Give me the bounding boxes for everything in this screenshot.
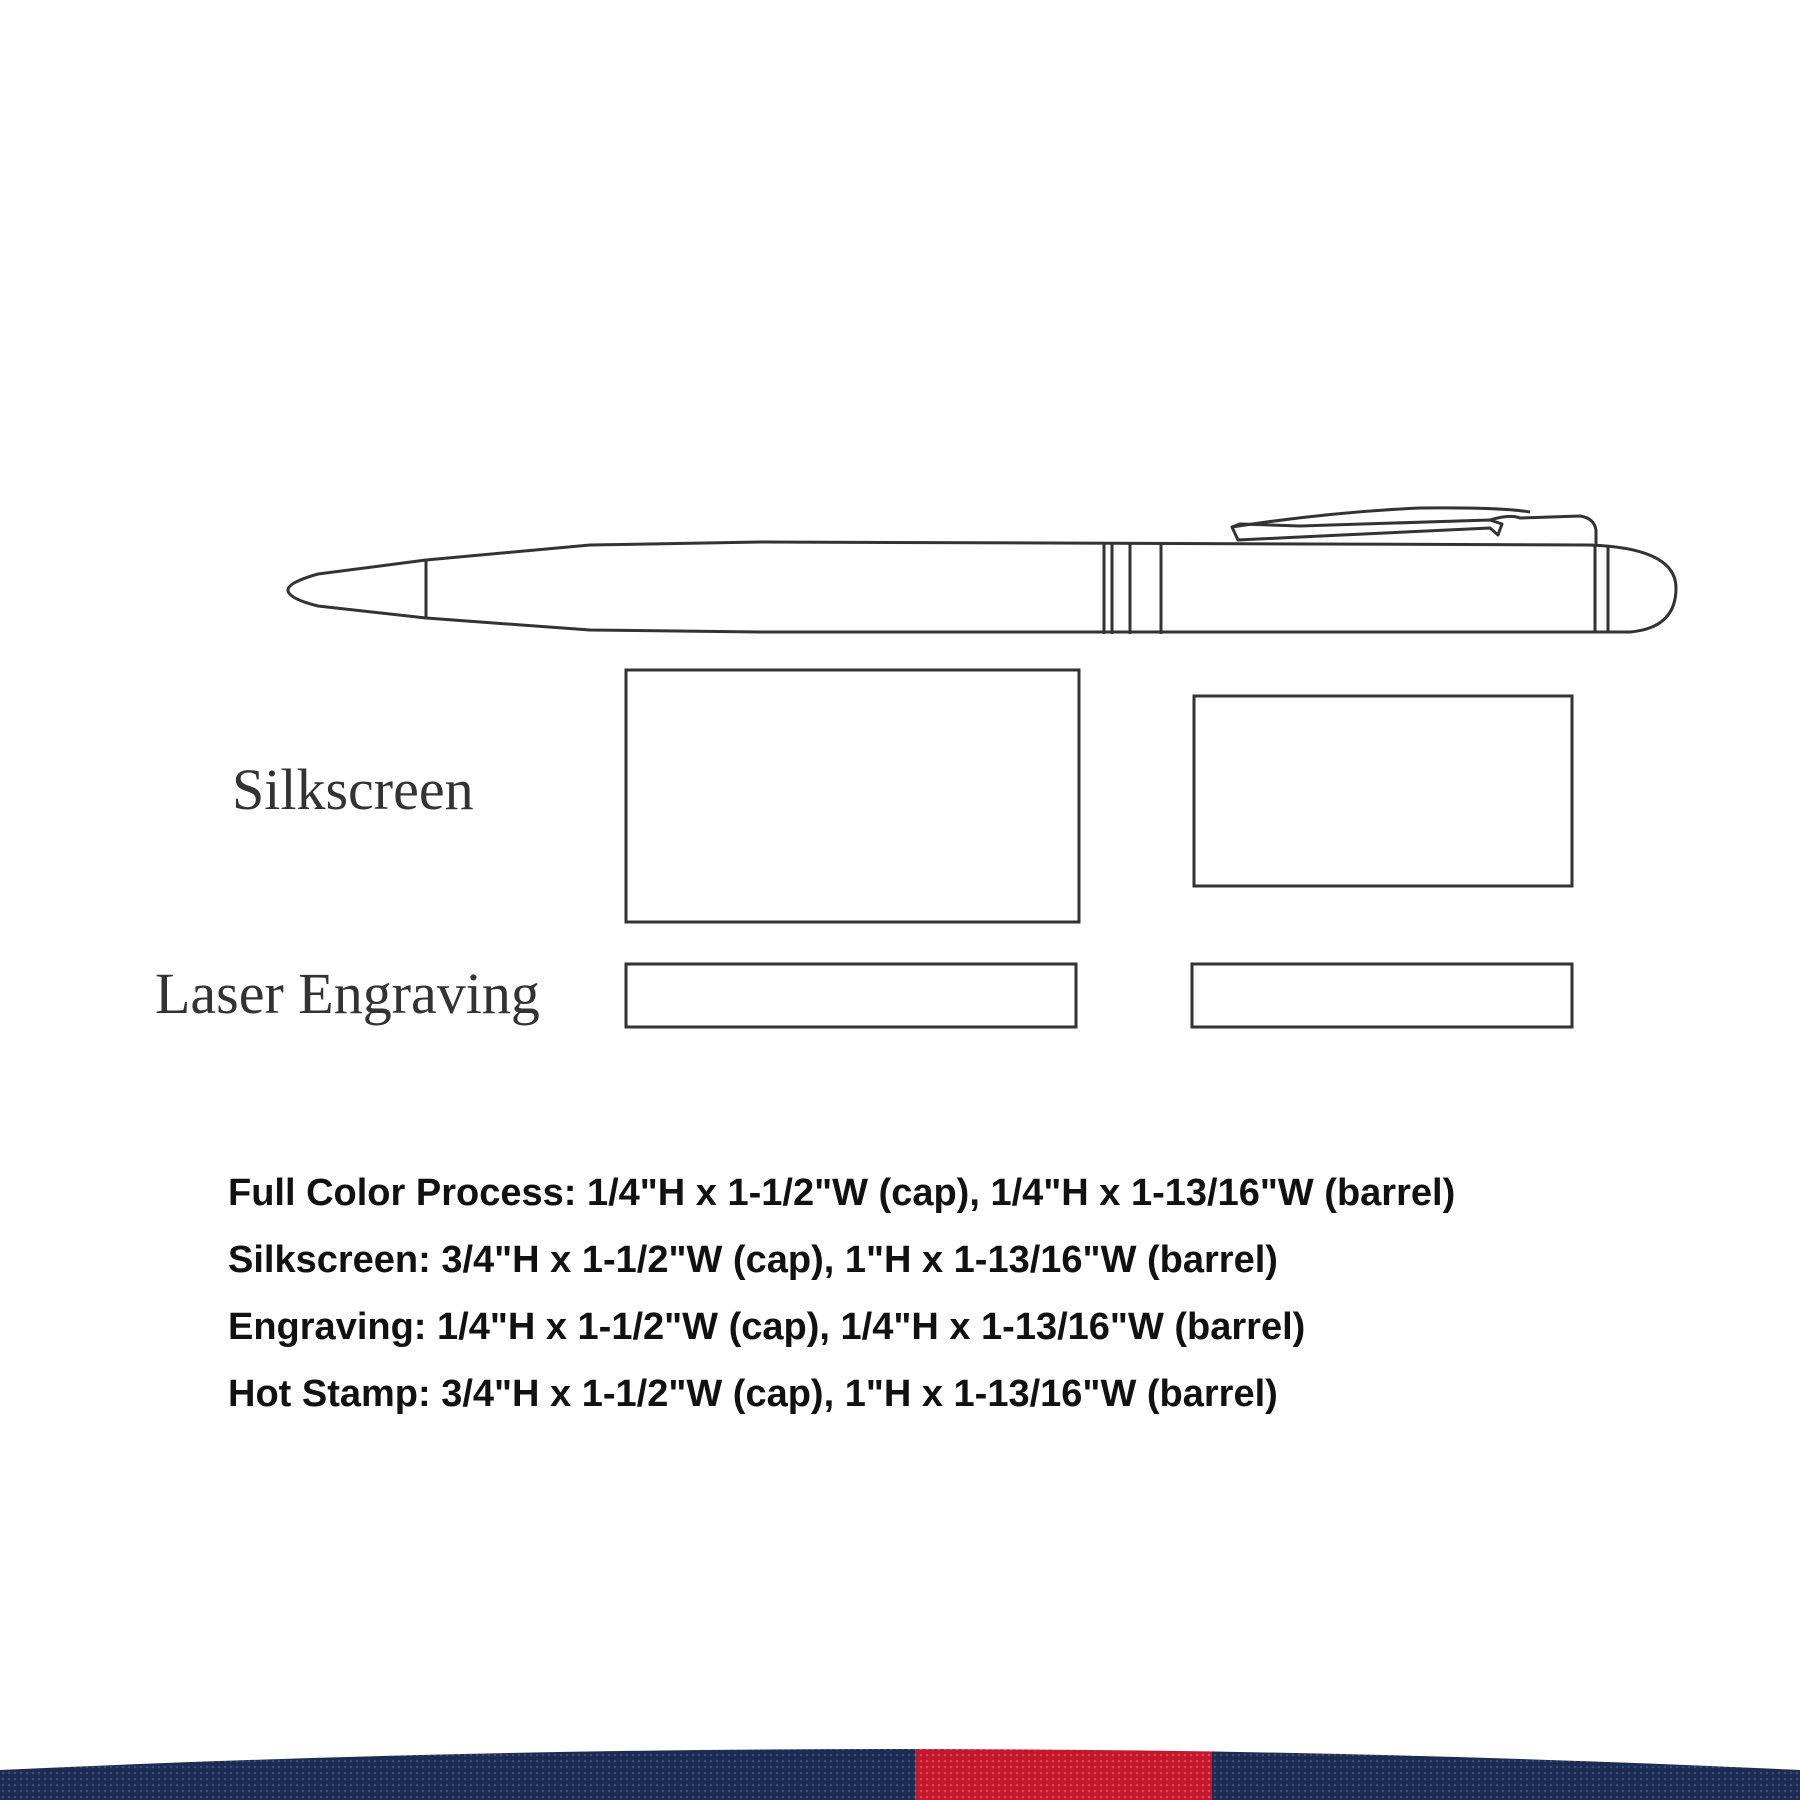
spec-full-color-process: Full Color Process: 1/4"H x 1-1/2"W (cap), 1/4"H x 1-13/16"W (barrel) (228, 1172, 1456, 1214)
band-red-center (915, 1700, 1212, 1800)
silkscreen-label: Silkscreen (232, 757, 474, 822)
spec-engraving: Engraving: 1/4"H x 1-1/2"W (cap), 1/4"H x 1-13/16"W (barrel) (228, 1306, 1306, 1348)
band-blue-left (0, 1700, 915, 1800)
laser-engraving-label: Laser Engraving (155, 961, 540, 1026)
band-blue-right (1212, 1700, 1800, 1800)
spec-silkscreen: Silkscreen: 3/4"H x 1-1/2"W (cap), 1"H x 1-13/16"W (barrel) (228, 1239, 1278, 1281)
spec-hot-stamp: Hot Stamp: 3/4"H x 1-1/2"W (cap), 1"H x 1-13/16"W (barrel) (228, 1373, 1278, 1415)
